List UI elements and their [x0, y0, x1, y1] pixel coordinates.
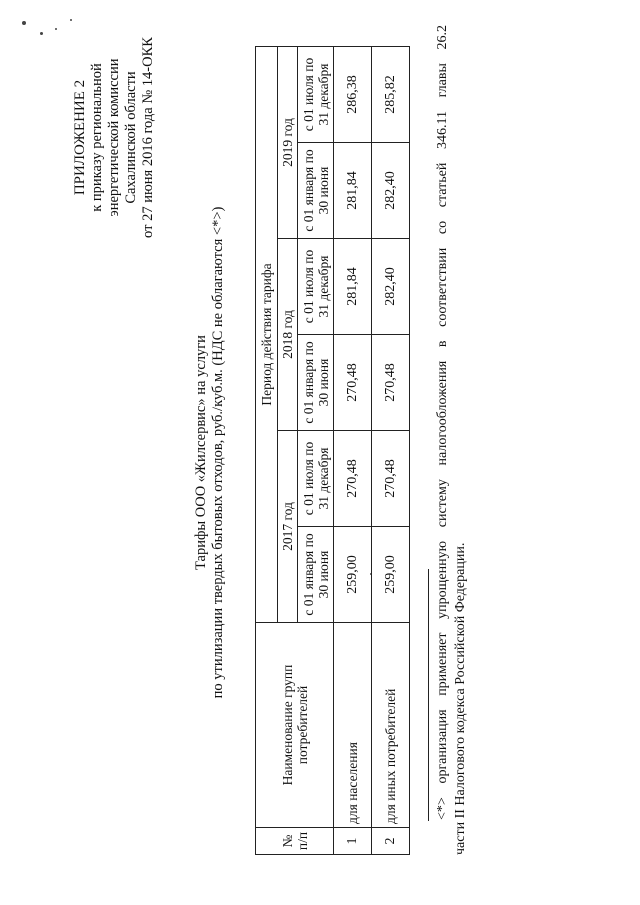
appendix-block [72, 25, 157, 250]
row-number: 2 [372, 828, 410, 855]
tariff-value: 259,00 [334, 527, 372, 623]
footnote-line-1: <*> организация применяет упрощенную систему налогообложения в соответствии со статьей 346.11 главы 26.2 [435, 25, 450, 820]
header-half-2: с 01 июля по 31 декабря [298, 239, 334, 335]
tariff-value: 270,48 [372, 431, 410, 527]
consumer-group: для населения [334, 623, 372, 828]
tariff-table [255, 46, 410, 855]
table-row [334, 47, 372, 855]
appendix-title: ПРИЛОЖЕНИЕ 2 [72, 79, 88, 196]
tariff-value: 270,48 [334, 431, 372, 527]
footnote-separator [428, 569, 429, 821]
title-line-2: по утилизации твердых бытовых отходов, руб./куб.м. (НДС не облагаются <*>) [210, 206, 226, 699]
header-row-number: № п/п [256, 828, 334, 855]
tariff-value: 286,38 [334, 47, 372, 143]
header-half-2: с 01 июля по 31 декабря [298, 431, 334, 527]
header-half-1: с 01 января по 30 июня [298, 527, 334, 623]
tariff-value: 282,40 [372, 143, 410, 239]
header-period: Период действия тарифа [256, 47, 278, 623]
title-line-1: Тарифы ООО «Жилсервис» на услуги [193, 335, 209, 570]
row-number: 1 [334, 828, 372, 855]
tariff-value: 281,84 [334, 239, 372, 335]
scan-speck [70, 19, 72, 21]
tariff-value: 285,82 [372, 47, 410, 143]
scan-speck [40, 32, 43, 35]
appendix-line: Сахалинской области [123, 71, 139, 204]
header-year-2017: 2017 год [278, 431, 298, 623]
appendix-line: к приказу региональной [89, 63, 105, 212]
header-year-2018: 2018 год [278, 239, 298, 431]
scan-speck [55, 28, 57, 30]
document-title [193, 0, 227, 905]
table-row [372, 47, 410, 855]
header-half-1: с 01 января по 30 июня [298, 335, 334, 431]
header-consumer-group: Наименование групп потребителей [256, 623, 334, 828]
tariff-value: 270,48 [372, 335, 410, 431]
header-half-2: с 01 июля по 31 декабря [298, 47, 334, 143]
tariff-value: 259,00 [372, 527, 410, 623]
footnote [434, 25, 470, 855]
appendix-date-line: от 27 июня 2016 года № 14-ОКК [140, 37, 156, 238]
footnote-line-2: части II Налогового кодекса Российской Федерации. [453, 542, 468, 855]
header-year-2019: 2019 год [278, 47, 298, 239]
scan-speck [22, 21, 26, 25]
tariff-value: 281,84 [334, 143, 372, 239]
consumer-group: для иных потребителей [372, 623, 410, 828]
tariff-value: 282,40 [372, 239, 410, 335]
header-half-1: с 01 января по 30 июня [298, 143, 334, 239]
appendix-line: энергетической комиссии [106, 58, 122, 217]
tariff-value: 270,48 [334, 335, 372, 431]
